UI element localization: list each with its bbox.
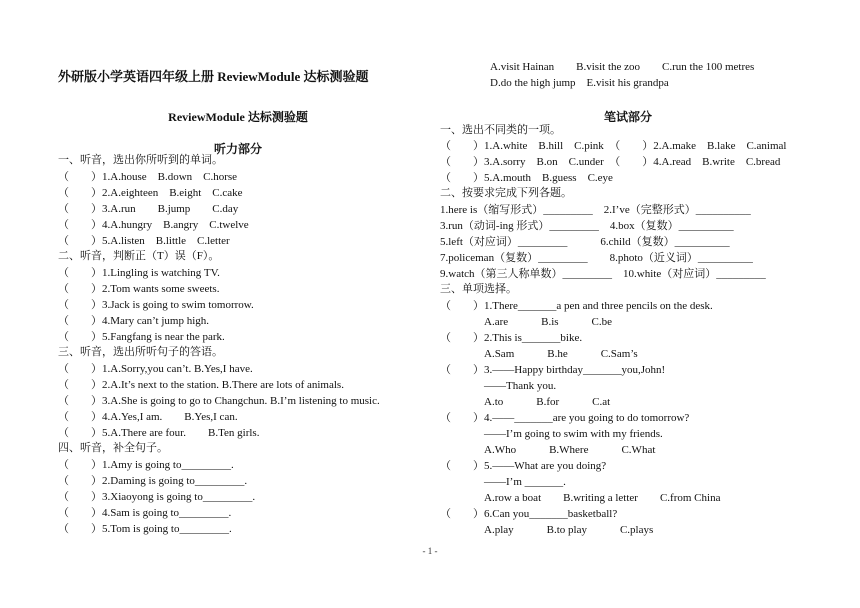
left-line: （ ）5.Fangfang is near the park. [58,331,225,343]
written-heading: 笔试部分 [603,110,652,124]
right-line: 7.policeman（复数）_________ 8.photo（近义词）__________ [440,252,753,264]
left-line: （ ）5.A.There are four. B.Ten girls. [58,427,260,439]
left-line: （ ）3.Jack is going to swim tomorrow. [58,299,254,311]
left-line: （ ）4.Sam is going to_________. [58,507,232,519]
listening-heading: 听力部分 [213,142,262,156]
page-subtitle: ReviewModule 达标测验题 [168,110,308,124]
answer-options-line: D.do the high jump E.visit his grandpa [490,77,669,89]
right-line: A.Sam B.he C.Sam’s [440,348,638,360]
right-line: 三、单项选择。 [440,283,517,295]
right-line: （ ）5.——What are you doing? [440,460,607,472]
right-line: （ ）1.A.white B.hill C.pink （ ）2.A.make B.lake C.animal [440,140,787,152]
left-line: （ ）3.A.run B.jump C.day [58,203,239,215]
right-line: 1.here is（缩写形式）_________ 2.I’ve（完整形式）__________ [440,204,751,216]
right-line: A.are B.is C.be [440,316,613,328]
left-line: 四、听音，补全句子。 [58,442,168,454]
right-line: 5.left（对应词）_________ 6.child（复数）__________ [440,236,730,248]
left-line: （ ）2.A.It’s next to the station. B.There are lots of animals. [58,379,344,391]
right-line: 一、选出不同类的一项。 [440,124,561,136]
left-line: （ ）1.A.Sorry,you can’t. B.Yes,I have. [58,363,253,375]
right-line: A.to B.for C.at [440,396,611,408]
page-number: - 1 - [422,546,438,556]
left-line: （ ）1.Amy is going to_________. [58,459,234,471]
left-line: （ ）1.Lingling is watching TV. [58,267,220,279]
right-line: ——I’m _______. [440,476,566,488]
right-line: （ ）3.——Happy birthday_______you,John! [440,364,666,376]
right-line: （ ）5.A.mouth B.guess C.eye [440,172,613,184]
left-line: （ ）4.A.hungry B.angry C.twelve [58,219,249,231]
right-line: （ ）3.A.sorry B.on C.under （ ）4.A.read B.write C.bread [440,156,781,168]
right-line: ——I’m going to swim with my friends. [440,428,663,440]
right-line: （ ）6.Can you_______basketball? [440,508,618,520]
left-line: （ ）2.Daming is going to_________. [58,475,248,487]
right-line: ——Thank you. [440,380,557,392]
right-line: （ ）1.There_______a pen and three pencils on the desk. [440,300,713,312]
right-line: （ ）2.This is_______bike. [440,332,583,344]
answer-options-line: A.visit Hainan B.visit the zoo C.run the 100 metres [490,61,755,73]
left-line: （ ）5.Tom is going to_________. [58,523,232,535]
page-title: 外研版小学英语四年级上册 ReviewModule 达标测验题 [58,69,369,84]
left-line: （ ）3.A.She is going to go to Changchun. B.I’m listening to music. [58,395,380,407]
left-line: （ ）5.A.listen B.little C.letter [58,235,230,247]
left-line: （ ）4.A.Yes,I am. B.Yes,I can. [58,411,238,423]
left-line: （ ）2.A.eighteen B.eight C.cake [58,187,243,199]
left-line: （ ）4.Mary can’t jump high. [58,315,210,327]
left-line: 三、听音，选出所听句子的答语。 [58,346,223,358]
right-line: 二、按要求完成下列各题。 [440,187,572,199]
left-line: （ ）2.Tom wants some sweets. [58,283,220,295]
right-line: 9.watch（第三人称单数）_________ 10.white（对应词）_________ [440,268,766,280]
right-line: A.play B.to play C.plays [440,524,654,536]
left-line: （ ）3.Xiaoyong is going to_________. [58,491,256,503]
right-line: （ ）4.——_______are you going to do tomorrow? [440,412,690,424]
left-line: （ ）1.A.house B.down C.horse [58,171,238,183]
left-line: 二、听音，判断正（T）误（F）。 [58,250,220,262]
right-line: A.row a boat B.writing a letter C.from China [440,492,721,504]
right-line: 3.run（动词-ing 形式）_________ 4.box（复数）__________ [440,220,734,232]
right-line: A.Who B.Where C.What [440,444,656,456]
left-line: 一、听音，选出你所听到的单词。 [58,154,223,166]
